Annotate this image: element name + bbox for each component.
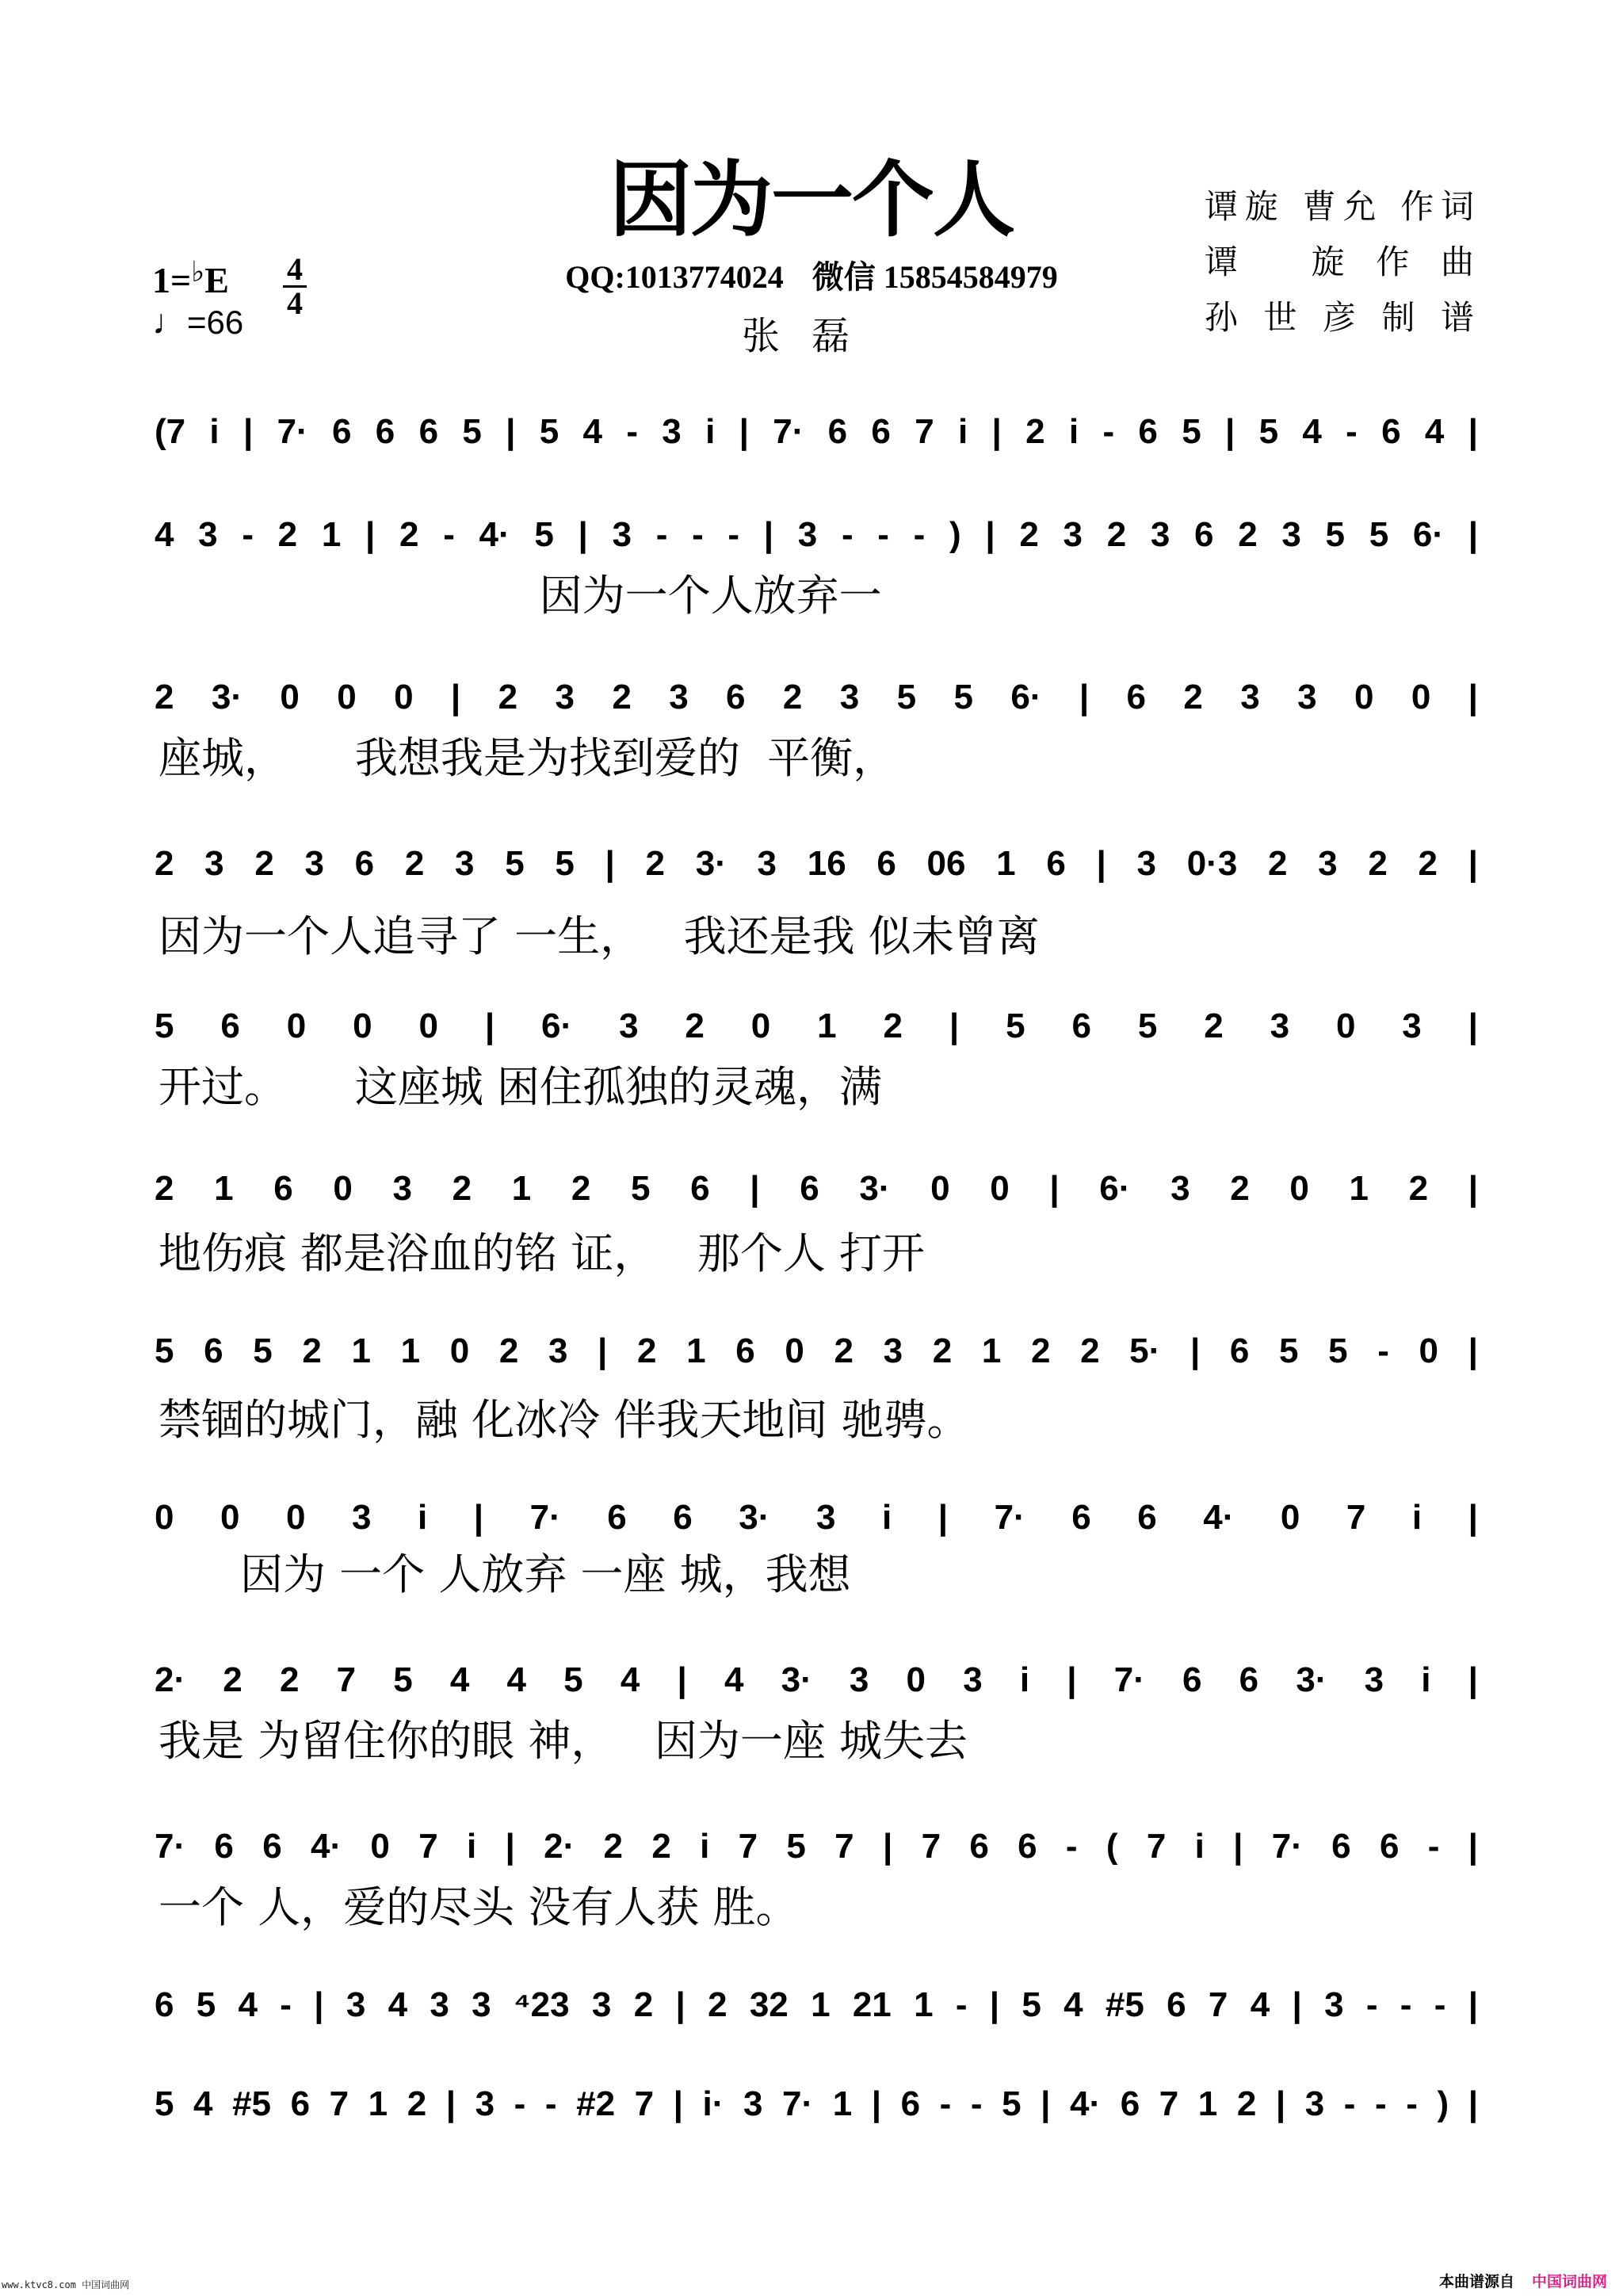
credits — [1205, 179, 1474, 346]
wechat-contact: 微信 15854584979 — [812, 259, 1058, 295]
tempo-value: =66 — [187, 304, 244, 341]
source-label: 本曲谱源自 — [1438, 2273, 1514, 2290]
flat-icon: ♭ — [191, 256, 205, 288]
time-signature — [283, 251, 307, 321]
score-row-notes: 5 6 5 2 1 1 0 2 3 | 2 1 6 0 2 3 2 1 2 2 5· | 6 5 5 - 0 | — [155, 1331, 1478, 1370]
time-numerator: 4 — [287, 251, 303, 287]
score-row-lyrics: 我是 为留住你的眼 神， 因为一座 城失去 — [158, 1716, 968, 1766]
score-row-lyrics: 开过。 这座城 困住孤独的灵魂，满 — [158, 1062, 882, 1112]
source-credit — [1439, 2270, 1607, 2291]
key-prefix: 1= — [152, 260, 192, 300]
score-row-notes: 2 3 2 3 6 2 3 5 5 | 2 3· 3 16 6 06 1 6 | 3 0·3 2 3 2 2 | — [155, 844, 1478, 883]
arranger-credit: 孙世彦制谱 — [1205, 298, 1474, 337]
score-row-notes: 2 3· 0 0 0 | 2 3 2 3 6 2 3 5 5 6· | 6 2 3 3 0 0 | — [155, 678, 1478, 716]
composer-credit: 谭 旋作曲 — [1205, 243, 1474, 281]
brand-name: 中国词曲网 — [1531, 2273, 1607, 2290]
tempo-marking — [152, 305, 243, 340]
score-row-lyrics: 一个 人，爱的尽头 没有人获 胜。 — [158, 1882, 799, 1932]
time-denominator: 4 — [287, 285, 303, 321]
score-row-notes: 7· 6 6 4· 0 7 i | 2· 2 2 i 7 5 7 | 7 6 6 - ( 7 i | 7· 6 6 - | — [155, 1827, 1478, 1866]
key-signature — [152, 258, 229, 299]
score-row-lyrics: 座城， 我想我是为找到爱的 平衡， — [158, 733, 896, 783]
score-row-notes: 4 3 - 2 1 | 2 - 4· 5 | 3 - - - | 3 - - - ) | 2 3 2 3 6 2 3 5 5 6· | — [155, 515, 1478, 554]
score-row-notes: 5 4 #5 6 7 1 2 | 3 - - #2 7 | i· 3 7· 1 | 6 - - 5 | 4· 6 7 1 2 | 3 - - - ) | — [155, 2084, 1478, 2123]
key-note: E — [204, 260, 229, 300]
score-row-notes: 2 1 6 0 3 2 1 2 5 6 | 6 3· 0 0 | 6· 3 2 0 1 2 | — [155, 1169, 1478, 1208]
score-row-lyrics: 因为 一个 人放弃 一座 城，我想 — [158, 1549, 851, 1599]
qq-contact: QQ:1013774024 — [565, 259, 784, 295]
score-row-lyrics: 因为一个人放弃一 — [158, 571, 882, 621]
song-title: 因为一个人 — [609, 151, 1014, 248]
quarter-note-icon: ♩ — [152, 303, 187, 342]
score-row-lyrics: 地伤痕 都是浴血的铭 证， 那个人 打开 — [158, 1228, 925, 1278]
site-watermark: www.ktvc8.com 中国词曲网 — [2, 2279, 130, 2290]
score-row-lyrics: 因为一个人追寻了 一生， 我还是我 似未曾离 — [158, 911, 1040, 961]
score-row-notes: 0 0 0 3 i | 7· 6 6 3· 3 i | 7· 6 6 4· 0 7 i | — [155, 1498, 1478, 1537]
score-row-notes: (7 i | 7· 6 6 6 5 | 5 4 - 3 i | 7· 6 6 7 i | 2 i - 6 5 | 5 4 - 6 4 | — [155, 412, 1478, 451]
score-row-notes: 2· 2 2 7 5 4 4 5 4 | 4 3· 3 0 3 i | 7· 6 6 3· 3 i | — [155, 1660, 1478, 1699]
score-row-notes: 6 5 4 - | 3 4 3 3 ⁴23 3 2 | 2 32 1 21 1 - | 5 4 #5 6 7 4 | 3 - - - | — [155, 1985, 1478, 2024]
singer-name: 张磊 — [741, 314, 881, 358]
score-row-lyrics: 禁锢的城门，融 化冰冷 伴我天地间 驰骋。 — [158, 1395, 970, 1445]
score-row-notes: 5 6 0 0 0 | 6· 3 2 0 1 2 | 5 6 5 2 3 0 3 | — [155, 1007, 1478, 1045]
lyricist-credit: 谭旋 曹允 作词 — [1205, 187, 1474, 226]
